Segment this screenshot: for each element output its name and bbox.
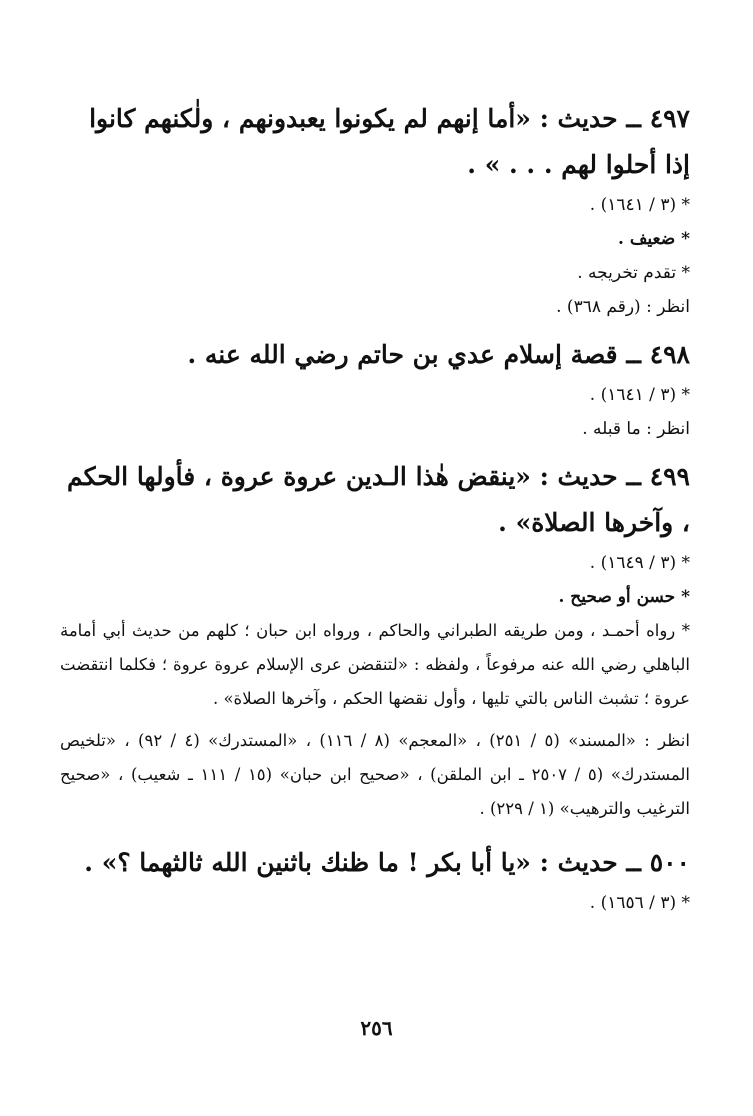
references-paragraph: انظر : «المسند» (٥ / ٢٥١) ، «المعجم» (٨ / ١١٦) ، «المستدرك» (٤ / ٩٢) ، «تلخيص المستدرك» (٥ / ٢٥٠٧ ـ ابن الملقن) ، «صحيح ابن حبان» (١٥ / ١١١ ـ شعيب) ، «صحيح الترغيب والترهيب» (١ / ٢٢٩) . (60, 731, 691, 818)
hadith-heading: ٤٩٨ ــ قصة إسلام عدي بن حاتم رضي الله عنه . (187, 340, 690, 369)
page-number: ٢٥٦ (360, 1016, 393, 1040)
reference-line: * (٣ / ١٦٤١) . (589, 195, 690, 215)
entry-500 (60, 840, 690, 920)
see-also-line: انظر : ما قبله . (582, 419, 690, 439)
grade-line: * حسن أو صحيح . (558, 587, 690, 607)
see-also-line: انظر : (رقم ٣٦٨) . (556, 297, 690, 317)
entry-497 (60, 96, 690, 324)
reference-line: * (٣ / ١٦٤٩) . (589, 553, 690, 573)
note-line: * تقدم تخريجه . (577, 263, 690, 283)
reference-line: * (٣ / ١٦٤١) . (589, 385, 690, 405)
entry-499 (60, 454, 690, 826)
narration-paragraph: * رواه أحمـد ، ومن طريقه الطبراني والحاكم ، ورواه ابن حبان ؛ كلهم من حديث أبي أمامة الباهلي رضي الله عنه مرفوعاً ، ولفظه : «لتنقضن عرى الإسلام عروة عروة ؛ فكلما انتقضت عروة ؛ تشبث الناس بالتي تليها ، وأول نقضها الحكم ، وآخرها الصلاة» . (60, 621, 690, 708)
reference-line: * (٣ / ١٦٥٦) . (589, 893, 690, 913)
hadith-heading: ٤٩٧ ــ حديث : «أما إنهم لم يكونوا يعبدونهم ، ولٰكنهم كانوا إذا أحلوا لهم . . . » . (89, 104, 690, 179)
grade-line: * ضعيف . (617, 229, 690, 249)
hadith-heading: ٤٩٩ ــ حديث : «ينقض هٰذا الـدين عروة عروة ، فأولها الحكم ، وآخرها الصلاة» . (66, 462, 690, 537)
page-content (60, 96, 690, 1056)
entry-498 (60, 332, 690, 446)
hadith-heading: ٥٠٠ ــ حديث : «يا أبا بكر ! ما ظنك باثنين الله ثالثهما ؟» . (84, 848, 690, 877)
